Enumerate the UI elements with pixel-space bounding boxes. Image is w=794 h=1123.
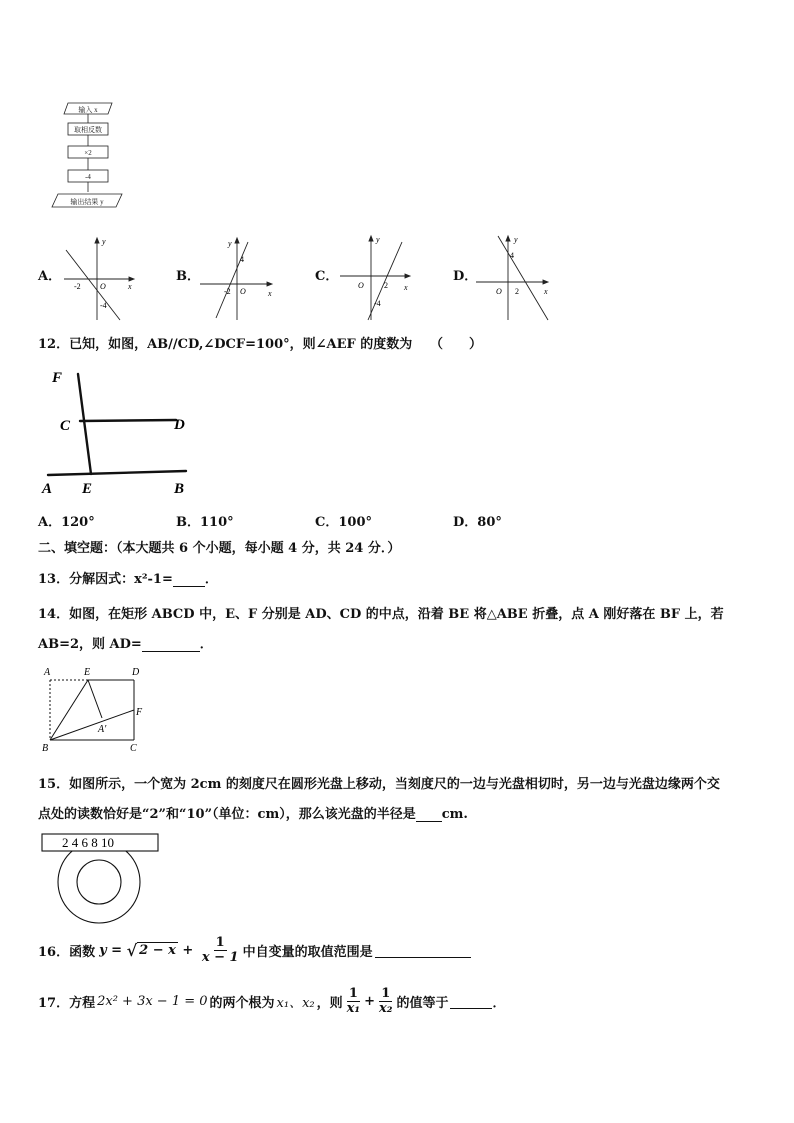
svg-text:A: A	[44, 667, 51, 678]
svg-text:x: x	[268, 289, 272, 298]
q12-figure	[36, 360, 196, 500]
q11-option-c-label: C．	[315, 269, 339, 284]
svg-text:A: A	[42, 481, 53, 497]
svg-text:y: y	[376, 235, 380, 244]
svg-text:4: 4	[510, 251, 514, 260]
q11-option-c-graph	[336, 232, 416, 324]
q13: 13．分解因式：x²-1= ．	[38, 572, 218, 587]
q14-line2: AB=2，则 AD= ．	[38, 637, 213, 652]
svg-text:-2: -2	[74, 282, 81, 291]
q12-option-a: A．120°	[38, 515, 95, 530]
q16-fraction: $\frac{1}{x - 1}$	[201, 934, 239, 965]
svg-text:O: O	[240, 287, 246, 296]
q17-fraction-1: $\frac{1}{\text{x₁}}$	[346, 985, 361, 1016]
svg-text:y: y	[102, 237, 106, 246]
q14-line1: 14．如图，在矩形 ABCD 中，E、F 分别是 AD、CD 的中点，沿着 BE 将△ABE 折叠，点 A 刚好落在 BF 上，若	[38, 607, 724, 622]
flow-step-input: 输入 x	[78, 106, 98, 114]
q11-option-a-graph	[60, 234, 140, 324]
svg-text:2: 2	[515, 287, 519, 296]
q11-option-d-graph	[474, 232, 556, 324]
q15-figure	[40, 830, 162, 926]
svg-text:y: y	[514, 235, 518, 244]
svg-text:C: C	[130, 743, 137, 754]
svg-text:D: D	[132, 667, 140, 678]
q13-text: 13．分解因式：x²-1=	[38, 572, 173, 587]
svg-text:O: O	[358, 281, 364, 290]
q12-option-c: C．100°	[315, 515, 372, 530]
flow-step-minus4: -4	[85, 173, 91, 181]
q14-answer-blank[interactable]	[142, 637, 200, 652]
svg-text:y: y	[228, 239, 232, 248]
section-heading-fill-in: 二、填空题：（本大题共 6 个小题，每小题 4 分，共 24 分．）	[38, 541, 401, 556]
q12-option-b: B．110°	[176, 515, 234, 530]
svg-text:4: 4	[240, 255, 244, 264]
svg-text:F: F	[52, 370, 63, 386]
svg-text:C: C	[60, 418, 71, 434]
svg-text:O: O	[100, 282, 106, 291]
svg-text:A′: A′	[98, 724, 107, 735]
q16-answer-blank[interactable]	[375, 943, 471, 958]
svg-text:2: 2	[384, 281, 388, 290]
q15-ruler-marks: 2 4 6 8 10	[62, 835, 114, 850]
q14-figure	[38, 662, 158, 754]
q15-line1: 15．如图所示，一个宽为 2cm 的刻度尺在圆形光盘上移动，当刻度尺的一边与光盘相切时，另一边与光盘边缘两个交	[38, 777, 720, 792]
svg-text:B: B	[42, 743, 49, 754]
svg-text:-4: -4	[374, 299, 381, 308]
svg-text:-2: -2	[224, 287, 231, 296]
q11-option-b-graph	[196, 234, 278, 324]
q15-answer-blank[interactable]	[416, 807, 442, 822]
q17: 17．方程 2x² + 3x − 1 = 0 的两个根为 x₁、x₂ ，则 $\frac{1}{\text{x₁}}$ + $\frac{1}{\text{x₂}}$ 的值等于 ．	[38, 985, 506, 1016]
svg-text:x: x	[404, 283, 408, 292]
q11-option-d-label: D．	[453, 269, 478, 284]
flow-step-output: 输出结果 y	[70, 198, 104, 206]
flow-step-negate: 取相反数	[74, 126, 102, 134]
svg-text:-4: -4	[100, 301, 107, 310]
svg-text:F: F	[136, 707, 143, 718]
q17-equation: 2x² + 3x − 1 = 0	[97, 993, 208, 1009]
svg-text:x: x	[128, 282, 132, 291]
q11-option-b-label: B．	[176, 269, 200, 284]
q12-option-d: D．80°	[453, 515, 502, 530]
flowchart-figure	[50, 100, 130, 212]
q15-line2: 点处的读数恰好是“2”和“10”（单位：cm），那么该光盘的半径是 cm.	[38, 807, 468, 822]
q12-paren: （ ）	[430, 337, 483, 352]
sqrt-sign: √	[126, 940, 138, 960]
flow-step-times2: ×2	[84, 149, 92, 157]
svg-text:E: E	[82, 481, 93, 497]
q13-answer-blank[interactable]	[173, 572, 205, 587]
svg-text:x: x	[544, 287, 548, 296]
q12-stem: 12．已知，如图，AB//CD,∠DCF=100°，则∠AEF 的度数为	[38, 337, 413, 352]
q16: 16．函数 y = √ 2 − x + $\frac{1}{x - 1}$ 中自变量的取值范围是	[38, 930, 471, 970]
svg-text:D: D	[174, 417, 185, 433]
svg-text:B: B	[174, 481, 185, 497]
q17-fraction-2: $\frac{1}{\text{x₂}}$	[379, 985, 393, 1016]
svg-text:O: O	[496, 287, 502, 296]
q11-option-a-label: A．	[38, 269, 62, 284]
svg-text:E: E	[84, 667, 91, 678]
q17-answer-blank[interactable]	[450, 994, 492, 1009]
